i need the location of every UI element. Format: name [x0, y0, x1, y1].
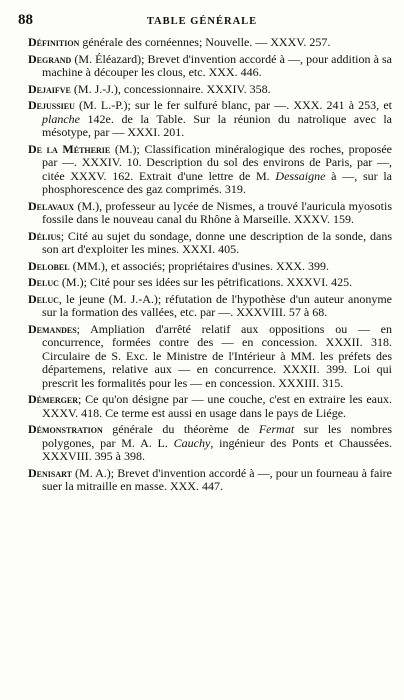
index-entry — [28, 36, 392, 50]
entry-text: , le jeune (M. J.-A.); réfutation de l'hypothèse d'un auteur anonyme sur la formation des vallées, etc. par —. XXXVIII. 57 à 68. — [42, 291, 392, 319]
index-entry — [28, 423, 392, 464]
entry-headword: Dejaifve — [28, 81, 71, 96]
entry-text: (MM.), et associés; propriétaires d'usines. XXX. 399. — [69, 258, 330, 273]
entry-text: (M.), professeur au lycée de Nismes, a trouvé l'auricula myosotis fossile dans le nouveau canal du Rhône à Marseille. XXXV. 159. — [42, 198, 392, 226]
index-entry — [28, 230, 392, 257]
entry-text: (M. L.-P.); sur le fer sulfuré blanc, par —. XXX. 241 à 253, et — [74, 98, 392, 112]
entry-headword: Dejussieu — [28, 98, 75, 112]
entry-text: (M.); Classification minéralogique des roches, proposée par —. XXXIV. 10. Description du sol des environs de Paris, par —, citée XXXV. 162. Extrait d'une lettre de M. — [42, 141, 392, 183]
entry-headword: Denisart — [28, 465, 72, 480]
entry-text: à —, sur la phosphorescence des gaz comprimés. 319. — [42, 168, 393, 196]
entry-text: sur les nombres polygones, par M. A. L. — [42, 422, 392, 450]
entry-text: , ingénieur des Ponts et Chaussées. XXXVIII. 395 à 398. — [42, 435, 392, 463]
entry-text: (M. Éléazard); Brevet d'invention accordé à —, pour addition à sa machine à découper les clous, etc. XXX. 446. — [42, 51, 392, 79]
entry-italic-text: Fermat — [258, 422, 295, 436]
index-entry — [28, 83, 392, 97]
entry-text: ; Cité au sujet du sondage, donne une description de la sonde, dans son art d'exploiter les mines. XXXI. 405. — [42, 228, 392, 256]
index-entry — [28, 200, 392, 227]
entry-italic-text: Cauchy — [173, 435, 211, 450]
index-entry — [28, 467, 392, 494]
entry-headword: De la Métherie — [28, 141, 111, 156]
entry-text: ; Ce qu'on désigne par — une couche, c'est en extraire les eaux. XXXV. 418. Ce terme est aussi en usage dans le pays de Liége. — [42, 392, 392, 420]
entry-headword: Démonstration — [28, 422, 103, 436]
entry-text: ; Ampliation d'arrêté relatif aux oppositions ou — en concurrence, formées contre des — en concession. XXXII. 318. Circulaire de S. Exc. le Ministre de l'Intérieur à MM. les préfets des départemens, relative aux — en concurrence. XXXII. 399. Loi qui prescrit les formalités pour les — en concession. XXXIII. 315. — [42, 321, 392, 390]
entry-headword: Demandes — [28, 321, 77, 336]
index-entry — [28, 323, 392, 391]
entry-text: générale du théorème de — [102, 422, 259, 436]
page-number: 88 — [18, 12, 33, 28]
entry-italic-text: planche — [42, 111, 80, 126]
entry-headword: Degrand — [28, 51, 72, 66]
entry-headword: Délius — [28, 228, 61, 243]
index-entry — [28, 143, 392, 197]
index-entry — [28, 260, 392, 274]
index-entry — [28, 276, 392, 290]
index-entry — [28, 99, 392, 140]
page-header — [18, 12, 386, 34]
index-entry — [28, 393, 392, 420]
entry-text: 142e. de la Table. Sur la réunion du natrolique avec la mésotype, par — XXXI. 201. — [42, 111, 392, 139]
entry-italic-text: Dessaigne — [275, 168, 326, 183]
running-title: TABLE GÉNÉRALE — [146, 16, 258, 27]
entry-headword: Deluc — [28, 275, 59, 289]
entry-headword: Delavaux — [28, 198, 75, 213]
entry-headword: Définition — [28, 35, 80, 49]
entry-text: (M.); Cité pour ses idées sur les pétrifications. XXXVI. 425. — [58, 275, 353, 289]
entry-text: (M. J.-J.), concessionnaire. XXXIV. 358. — [70, 81, 271, 96]
entry-headword: Deluc — [28, 291, 59, 306]
index-entry — [28, 53, 392, 80]
entry-text: (M. A.); Brevet d'invention accordé à —, pour un fourneau à faire suer la mitraille en masse. XXX. 447. — [42, 465, 392, 493]
entry-headword: Delobel — [28, 258, 70, 273]
entry-headword: Démerger — [28, 392, 79, 406]
entry-text: générale des cornéennes; Nouvelle. — XXXV. 257. — [79, 35, 331, 49]
index-entries — [28, 36, 392, 497]
index-entry — [28, 293, 392, 320]
